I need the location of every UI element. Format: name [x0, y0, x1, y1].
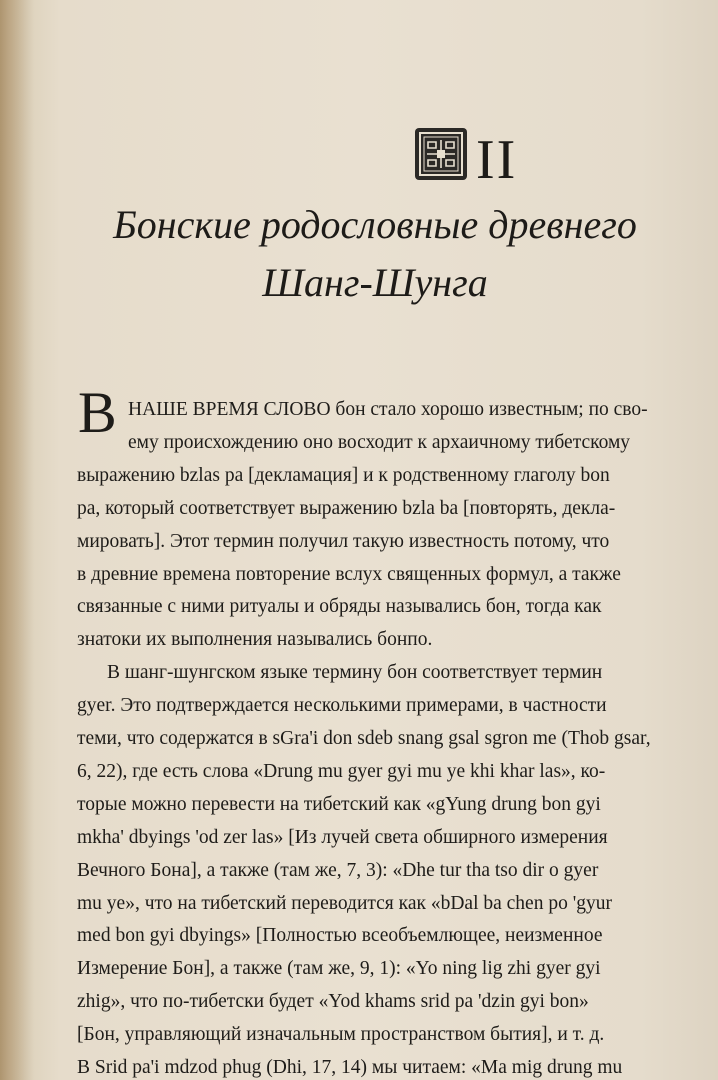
- text-line: pa, который соответствует выражению bzla ba [повторять, декла-: [77, 498, 616, 519]
- text-line: НАШЕ ВРЕМЯ СЛОВО бон стало хорошо известным; по сво-: [128, 399, 648, 420]
- text-line: теми, что содержатся в sGra'i don sdeb snang gsal sgron me (Thob gsar,: [77, 728, 651, 749]
- chapter-number: II: [476, 129, 518, 191]
- text-line: mu ye», что на тибетский переводится как «bDal ba chen po 'gyur: [77, 893, 612, 914]
- page-gutter: [0, 0, 34, 1080]
- text-line: выражению bzlas pa [декламация] и к родственному глаголу bon: [77, 465, 610, 486]
- text-line: в древние времена повторение вслух священных формул, а также: [77, 564, 621, 585]
- text-line: мировать]. Этот термин получил такую известность потому, что: [77, 531, 610, 552]
- text-line: Вечного Бона], а также (там же, 7, 3): «Dhe tur tha tso dir o gyer: [77, 860, 599, 881]
- text-line: zhig», что по-тибетски будет «Yod khams srid pa 'dzin gyi bon»: [77, 991, 589, 1012]
- text-line: mkha' dbyings 'od zer las» [Из лучей света обширного измерения: [77, 827, 608, 848]
- text-line: [Бон, управляющий изначальным пространством бытия], и т. д.: [77, 1024, 605, 1045]
- text-line: gyer. Это подтверждается несколькими примерами, в частности: [77, 695, 607, 716]
- text-line: 6, 22), где есть слова «Drung mu gyer gyi mu ye khi khar las», ко-: [77, 761, 606, 782]
- chapter-title-line-2: Шанг-Шунга: [262, 260, 488, 305]
- text-line: знатоки их выполнения назывались бонпо.: [77, 629, 433, 650]
- text-line: торые можно перевести на тибетский как «gYung drung bon gyi: [77, 794, 601, 815]
- chapter-seal-icon: [415, 128, 467, 180]
- text-line: В шанг-шунгском языке термину бон соответствует термин: [107, 662, 603, 683]
- chapter-title-line-1: Бонские родословные древнего: [113, 202, 637, 247]
- text-line: В Srid pa'i mdzod phug (Dhi, 17, 14) мы читаем: «Ma mig drung mu: [77, 1057, 623, 1078]
- text-line: Измерение Бон], а также (там же, 9, 1): «Yo ning lig zhi gyer gyi: [77, 958, 601, 979]
- text-line: ему происхождению оно восходит к архаичному тибетскому: [128, 432, 631, 453]
- drop-cap: В: [78, 380, 117, 445]
- text-line: med bon gyi dbyings» [Полностью всеобъемлющее, неизменное: [77, 925, 603, 946]
- text-line: связанные с ними ритуалы и обряды назывались бон, тогда как: [77, 596, 602, 617]
